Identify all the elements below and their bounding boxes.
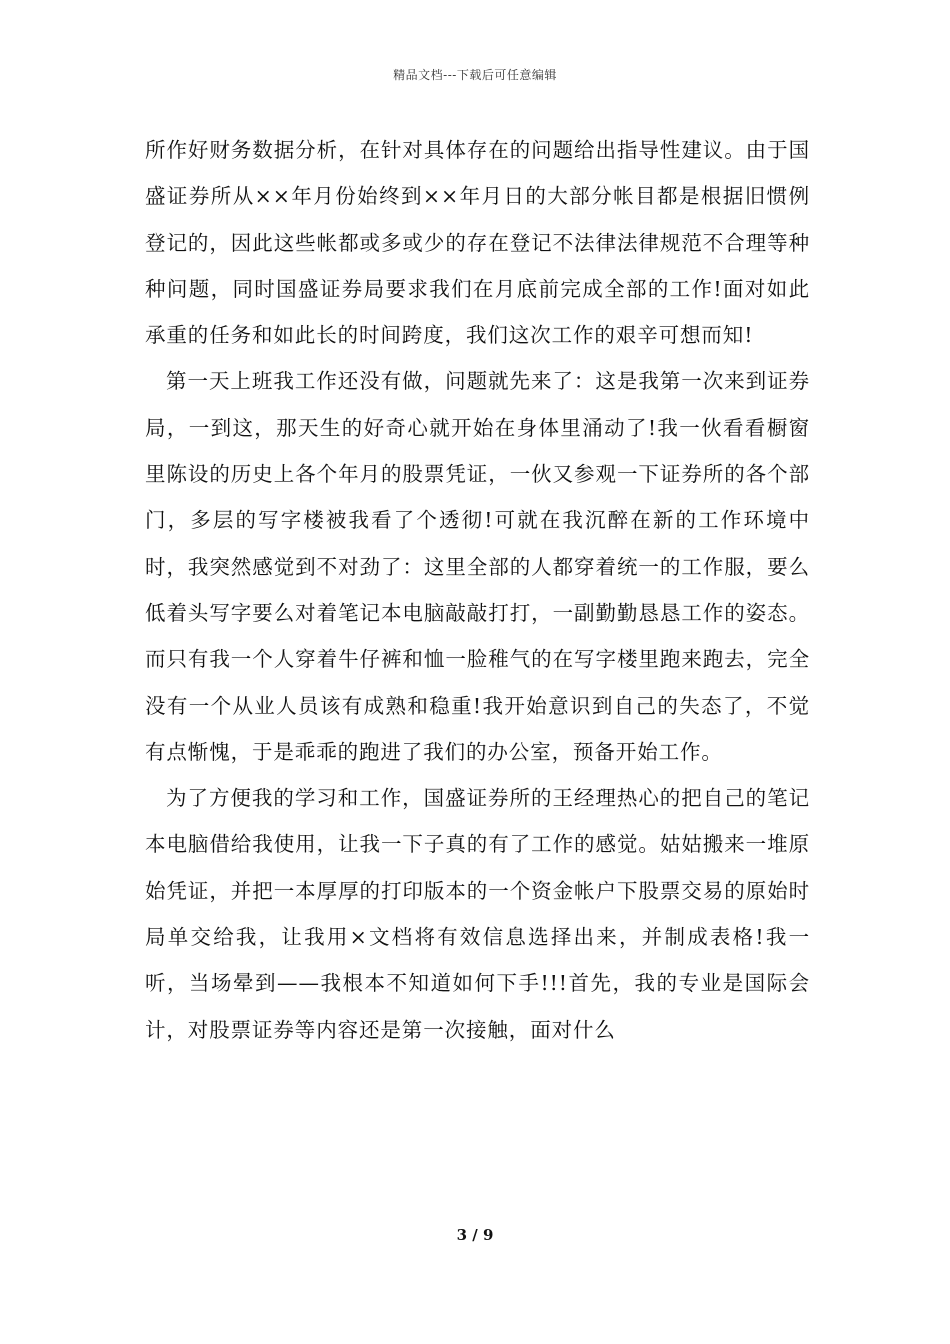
paragraph-3: 为了方便我的学习和工作，国盛证券所的王经理热心的把自己的笔记本电脑借给我使用，让我一下子真的有了工作的感觉。姑姑搬来一堆原始凭证，并把一本厚厚的打印版本的一个资金帐户下股票交易的原始时局单交给我，让我用×文档将有效信息选择出来，并制成表格!我一听，当场晕到——我根本不知道如何下手!!!首先，我的专业是国际会计，对股票证券等内容还是第一次接触，面对什么	[145, 786, 810, 1042]
paragraph-2: 第一天上班我工作还没有做，问题就先来了：这是我第一次来到证券局，一到这，那天生的好奇心就开始在身体里涌动了!我一伙看看橱窗里陈设的历史上各个年月的股票凭证，一伙又参观一下证券所的各个部门，多层的写字楼被我看了个透彻!可就在我沉醉在新的工作环境中时，我突然感觉到不对劲了：这里全部的人都穿着统一的工作服，要么低着头写字要么对着笔记本电脑敲敲打打，一副勤勤恳恳工作的姿态。而只有我一个人穿着牛仔裤和恤一脸稚气的在写字楼里跑来跑去，完全没有一个从业人员该有成熟和稳重!我开始意识到自己的失态了，不觉有点惭愧，于是乖乖的跑进了我们的办公室，预备开始工作。	[145, 369, 810, 764]
page-number: 3 / 9	[456, 1226, 494, 1244]
page-header: 精品文档---下载后可任意编辑	[393, 68, 557, 82]
document-body	[145, 127, 810, 1053]
paragraph-1: 所作好财务数据分析，在针对具体存在的问题给出指导性建议。由于国盛证券所从××年月份始终到××年月日的大部分帐目都是根据旧惯例登记的，因此这些帐都或多或少的存在登记不法律法律规范不合理等种种问题，同时国盛证券局要求我们在月底前完成全部的工作!面对如此承重的任务和如此长的时间跨度，我们这次工作的艰辛可想而知!	[145, 138, 810, 348]
